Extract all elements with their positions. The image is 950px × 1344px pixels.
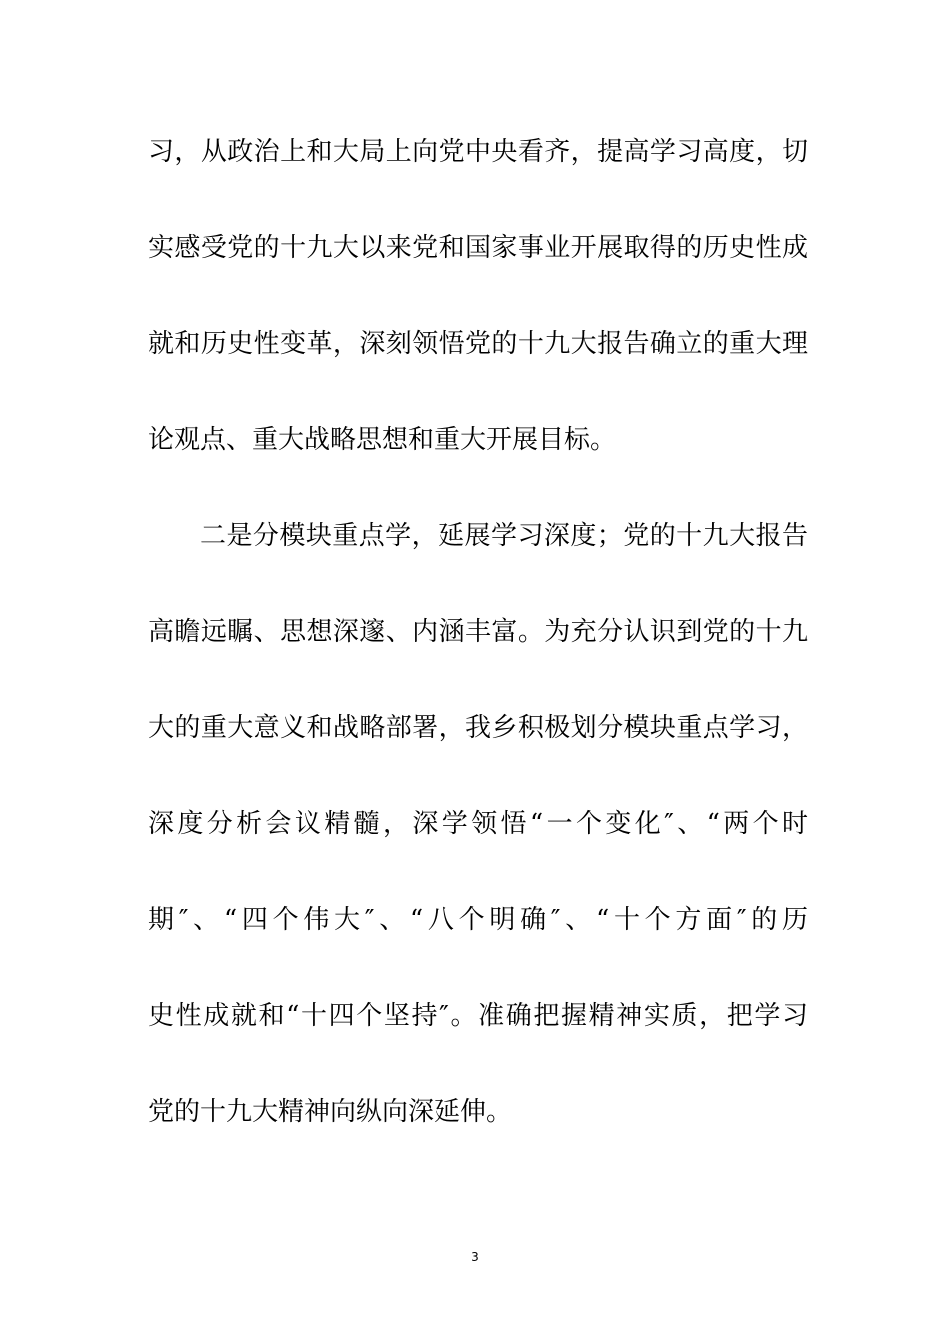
text-line-11: 党的十九大精神向纵向深延伸。 xyxy=(148,1097,513,1127)
page-number: 3 xyxy=(471,1250,479,1264)
text-line-7: 大的重大意义和战略部署，我乡积极划分模块重点学习， xyxy=(148,713,808,743)
text-line-6: 高瞻远瞩、思想深邃、内涵丰富。为充分认识到党的十九 xyxy=(148,617,808,647)
text-line-8: 深度分析会议精髓，深学领悟“一个变化″、“两个时 xyxy=(148,809,808,839)
text-line-2: 实感受党的十九大以来党和国家事业开展取得的历史性成 xyxy=(148,233,808,263)
text-line-5: 二是分模块重点学，延展学习深度；党的十九大报告 xyxy=(200,521,808,551)
text-line-9: 期″、“四个伟大″、“八个明确″、“十个方面″的历 xyxy=(148,905,808,935)
text-line-1: 习，从政治上和大局上向党中央看齐，提高学习高度，切 xyxy=(148,137,808,167)
text-line-3: 就和历史性变革，深刻领悟党的十九大报告确立的重大理 xyxy=(148,329,808,359)
text-line-10: 史性成就和“十四个坚持″。准确把握精神实质，把学习 xyxy=(148,1001,808,1031)
text-line-4: 论观点、重大战略思想和重大开展目标。 xyxy=(148,425,617,455)
